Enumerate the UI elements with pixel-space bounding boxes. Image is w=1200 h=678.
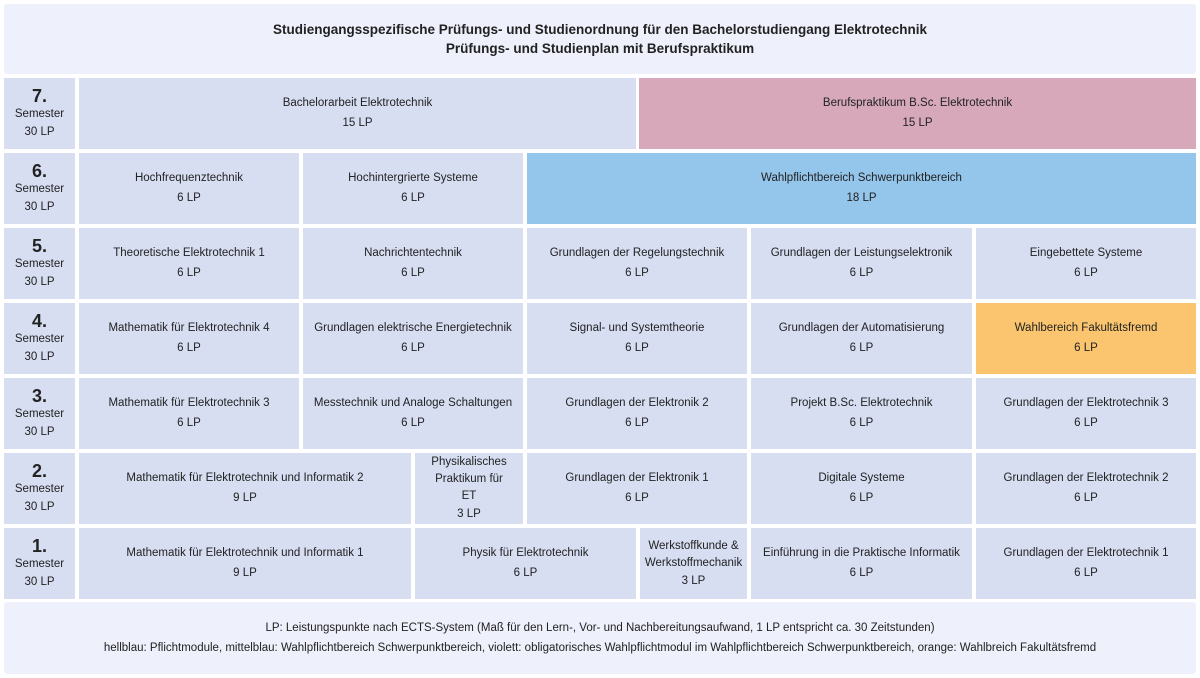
module-projekt-bsc: Projekt B.Sc. Elektrotechnik 6 LP	[751, 378, 972, 449]
module-mathematik-inf-2: Mathematik für Elektrotechnik und Informatik 2 9 LP	[79, 453, 411, 524]
module-elektrotechnik-1: Grundlagen der Elektrotechnik 1 6 LP	[976, 528, 1196, 599]
semester-label: 6. Semester 30 LP	[4, 153, 75, 224]
module-nachrichtentechnik: Nachrichtentechnik 6 LP	[303, 228, 523, 299]
module-regelungstechnik: Grundlagen der Regelungstechnik 6 LP	[527, 228, 747, 299]
module-berufspraktikum: Berufspraktikum B.Sc. Elektrotechnik 15 LP	[639, 78, 1196, 149]
semester-row-2	[4, 453, 1196, 524]
module-automatisierung: Grundlagen der Automatisierung 6 LP	[751, 303, 972, 374]
module-energietechnik: Grundlagen elektrische Energietechnik 6 LP	[303, 303, 523, 374]
module-leistungselektronik: Grundlagen der Leistungselektronik 6 LP	[751, 228, 972, 299]
semester-row-3	[4, 378, 1196, 449]
module-theoretische-et-1: Theoretische Elektrotechnik 1 6 LP	[79, 228, 299, 299]
module-elektronik-1: Grundlagen der Elektronik 1 6 LP	[527, 453, 747, 524]
plan-title: Studiengangsspezifische Prüfungs- und Studienordnung für den Bachelorstudiengang Elektrotechnik	[272, 22, 928, 37]
semester-label: 7. Semester 30 LP	[4, 78, 75, 149]
semester-label: 3. Semester 30 LP	[4, 378, 75, 449]
semester-row-6	[4, 153, 1196, 224]
legend-color-explanation: hellblau: Pflichtmodule, mittelblau: Wahlpflichtbereich Schwerpunktbereich, violett: obligatorisches Wahlpflichtmodul im Wahlpflichtbereich Schwerpunktbereich, orange: Wahlbreich Fakultätsfremd	[103, 642, 1097, 654]
plan-subtitle: Prüfungs- und Studienplan mit Berufspraktikum	[445, 41, 755, 56]
module-bachelorarbeit: Bachelorarbeit Elektrotechnik 15 LP	[79, 78, 636, 149]
module-physik: Physik für Elektrotechnik 6 LP	[415, 528, 636, 599]
module-mathematik-3: Mathematik für Elektrotechnik 3 6 LP	[79, 378, 299, 449]
module-mathematik-4: Mathematik für Elektrotechnik 4 6 LP	[79, 303, 299, 374]
semester-row-5	[4, 228, 1196, 299]
semester-row-7	[4, 78, 1196, 149]
semester-label: 5. Semester 30 LP	[4, 228, 75, 299]
module-hochintegrierte-systeme: Hochintergrierte Systeme 6 LP	[303, 153, 523, 224]
module-mathematik-inf-1: Mathematik für Elektrotechnik und Informatik 1 9 LP	[79, 528, 411, 599]
module-signal-systemtheorie: Signal- und Systemtheorie 6 LP	[527, 303, 747, 374]
module-digitale-systeme: Digitale Systeme 6 LP	[751, 453, 972, 524]
module-praktische-informatik: Einführung in die Praktische Informatik 6 LP	[751, 528, 972, 599]
module-messtechnik: Messtechnik und Analoge Schaltungen 6 LP	[303, 378, 523, 449]
semester-label: 4. Semester 30 LP	[4, 303, 75, 374]
plan-legend	[4, 602, 1196, 674]
semester-row-4	[4, 303, 1196, 374]
legend-lp-explanation: LP: Leistungspunkte nach ECTS-System (Maß für den Lern-, Vor- und Nachbereitungsaufwand, 1 LP entspricht ca. 30 Zeitstunden)	[265, 622, 935, 634]
module-wahlbereich-fakultaetsfremd: Wahlbereich Fakultätsfremd 6 LP	[976, 303, 1196, 374]
module-hochfrequenztechnik: Hochfrequenztechnik 6 LP	[79, 153, 299, 224]
semester-label: 2. Semester 30 LP	[4, 453, 75, 524]
plan-header	[4, 4, 1196, 74]
module-eingebettete-systeme: Eingebettete Systeme 6 LP	[976, 228, 1196, 299]
module-elektrotechnik-3: Grundlagen der Elektrotechnik 3 6 LP	[976, 378, 1196, 449]
semester-row-1	[4, 528, 1196, 599]
module-elektrotechnik-2: Grundlagen der Elektrotechnik 2 6 LP	[976, 453, 1196, 524]
module-wahlpflicht-schwerpunkt: Wahlpflichtbereich Schwerpunktbereich 18 LP	[527, 153, 1196, 224]
module-elektronik-2: Grundlagen der Elektronik 2 6 LP	[527, 378, 747, 449]
module-physikalisches-praktikum: Physikalisches Praktikum für ET 3 LP	[415, 453, 523, 524]
module-werkstoffkunde: Werkstoffkunde & Werkstoffmechanik 3 LP	[640, 528, 747, 599]
semester-label: 1. Semester 30 LP	[4, 528, 75, 599]
